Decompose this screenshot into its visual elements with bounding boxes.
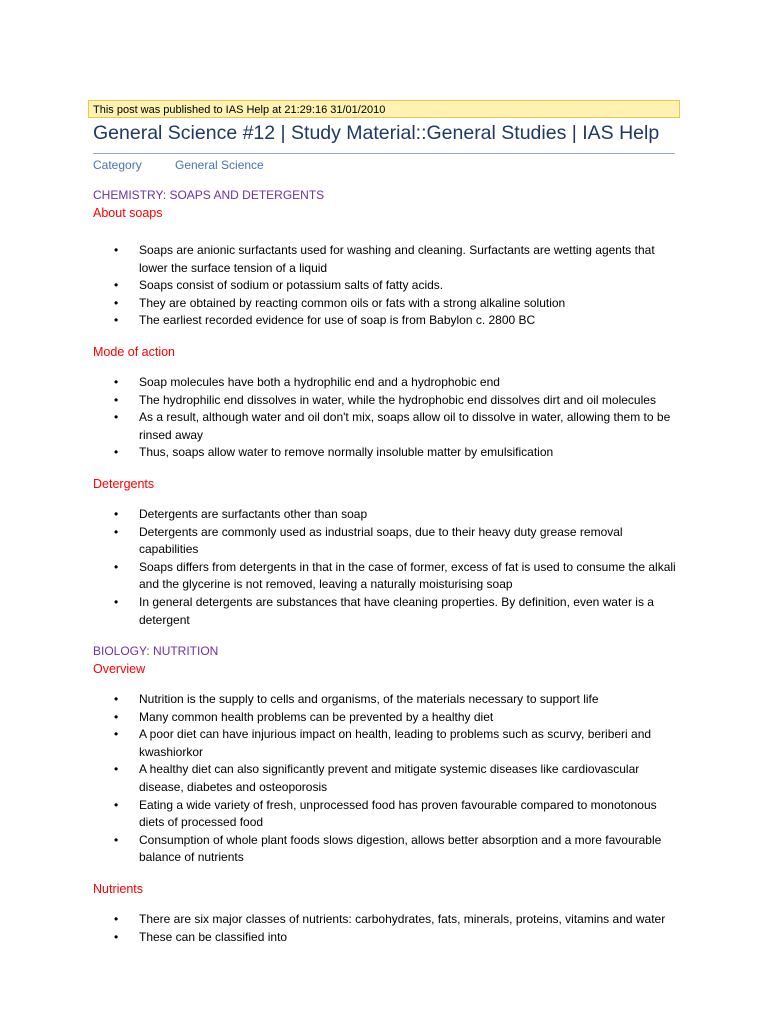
bullet-icon: •: [114, 832, 119, 847]
list-item-text: Consumption of whole plant foods slows digestion, allows better absorption and a more favourable balance of nutrients: [139, 832, 662, 865]
subheading: Detergents: [93, 476, 155, 491]
list-item-text: Many common health problems can be prevented by a healthy diet: [139, 709, 494, 724]
bullet-list: [93, 374, 683, 462]
list-item: [93, 444, 683, 462]
category-label: Category: [93, 158, 142, 172]
bullet-icon: •: [114, 524, 119, 539]
list-item-text: Detergents are surfactants other than soap: [139, 506, 368, 521]
list-item-text: In general detergents are substances that have cleaning properties. By definition, even water is a detergent: [139, 594, 654, 627]
subheading: Nutrients: [93, 882, 144, 897]
section-title: CHEMISTRY: SOAPS AND DETERGENTS: [93, 188, 325, 202]
bullet-icon: •: [114, 559, 119, 574]
bullet-icon: •: [114, 692, 119, 707]
list-item: [93, 911, 683, 929]
subheading: Mode of action: [93, 344, 175, 359]
bullet-icon: •: [114, 243, 119, 257]
title-divider: [93, 153, 675, 154]
bullet-list: [93, 242, 683, 330]
list-item: [93, 524, 683, 559]
list-item: [93, 797, 683, 832]
list-item: [93, 506, 683, 524]
list-item: [93, 761, 683, 796]
section-title: BIOLOGY: NUTRITION: [93, 644, 219, 659]
list-item-text: These can be classified into: [139, 929, 288, 944]
bullet-icon: •: [114, 278, 119, 293]
bullet-icon: •: [114, 594, 119, 609]
list-item-text: The earliest recorded evidence for use of soap is from Babylon c. 2800 BC: [139, 313, 536, 328]
list-item-text: The hydrophilic end dissolves in water, while the hydrophobic end dissolves dirt and oil molecules: [139, 392, 656, 407]
list-item: [93, 832, 683, 867]
publish-banner: This post was published to IAS Help at 21:29:16 31/01/2010: [88, 100, 680, 118]
list-item: [93, 312, 683, 330]
bullet-icon: •: [114, 410, 119, 425]
bullet-icon: •: [114, 912, 119, 927]
bullet-icon: •: [114, 709, 119, 724]
list-item: [93, 242, 683, 277]
bullet-icon: •: [114, 929, 119, 944]
list-item: [93, 392, 683, 410]
list-item-text: Detergents are commonly used as industrial soaps, due to their heavy duty grease removal capabilities: [139, 524, 623, 557]
list-item-text: Soaps differs from detergents in that in the case of former, excess of fat is used to consume the alkali and the glycerine is not removed, leaving a naturally moisturising soap: [139, 559, 676, 592]
list-item-text: They are obtained by reacting common oils or fats with a strong alkaline solution: [139, 295, 566, 310]
bullet-icon: •: [114, 313, 119, 328]
bullet-icon: •: [114, 392, 119, 407]
bullet-list: [93, 691, 683, 867]
list-item-text: A healthy diet can also significantly prevent and mitigate systemic diseases like cardiovascular disease, diabetes and osteoporosis: [139, 762, 640, 795]
bullet-list: [93, 911, 683, 946]
list-item: [93, 409, 683, 444]
bullet-icon: •: [114, 762, 119, 777]
list-item-text: There are six major classes of nutrients: carbohydrates, fats, minerals, proteins, vitamins and water: [139, 912, 666, 927]
list-item-text: Eating a wide variety of fresh, unprocessed food has proven favourable compared to monotonous diets of processed food: [139, 797, 657, 830]
list-item-text: Thus, soaps allow water to remove normally insoluble matter by emulsification: [139, 445, 554, 460]
bullet-icon: •: [114, 374, 119, 389]
subheading: About soaps: [93, 206, 163, 220]
bullet-icon: •: [114, 295, 119, 310]
list-item: [93, 559, 683, 594]
bullet-icon: •: [114, 727, 119, 742]
list-item-text: A poor diet can have injurious impact on health, leading to problems such as scurvy, beriberi and kwashiorkor: [139, 727, 652, 759]
bullet-icon: •: [114, 445, 119, 460]
article-body: [93, 186, 683, 946]
list-item-text: Soaps consist of sodium or potassium salts of fatty acids.: [139, 278, 444, 293]
bullet-icon: •: [114, 506, 119, 521]
list-item: [93, 277, 683, 295]
list-item: [93, 691, 683, 709]
list-item: [93, 929, 683, 947]
list-item: [93, 374, 683, 392]
category-value[interactable]: General Science: [175, 158, 264, 172]
list-item-text: Soaps are anionic surfactants used for washing and cleaning. Surfactants are wetting agents that lower the surface tension of a liquid: [139, 243, 655, 275]
list-item-text: As a result, although water and oil don't mix, soaps allow oil to dissolve in water, allowing them to be rinsed away: [139, 410, 671, 442]
list-item: [93, 709, 683, 727]
list-item: [93, 594, 683, 629]
bullet-icon: •: [114, 797, 119, 812]
page-title: General Science #12 | Study Material::General Studies | IAS Help: [93, 122, 660, 144]
bullet-list: [93, 506, 683, 629]
list-item-text: Nutrition is the supply to cells and organisms, of the materials necessary to support life: [139, 692, 599, 707]
subheading: Overview: [93, 662, 146, 677]
list-item: [93, 726, 683, 761]
list-item-text: Soap molecules have both a hydrophilic end and a hydrophobic end: [139, 374, 500, 389]
list-item: [93, 295, 683, 313]
